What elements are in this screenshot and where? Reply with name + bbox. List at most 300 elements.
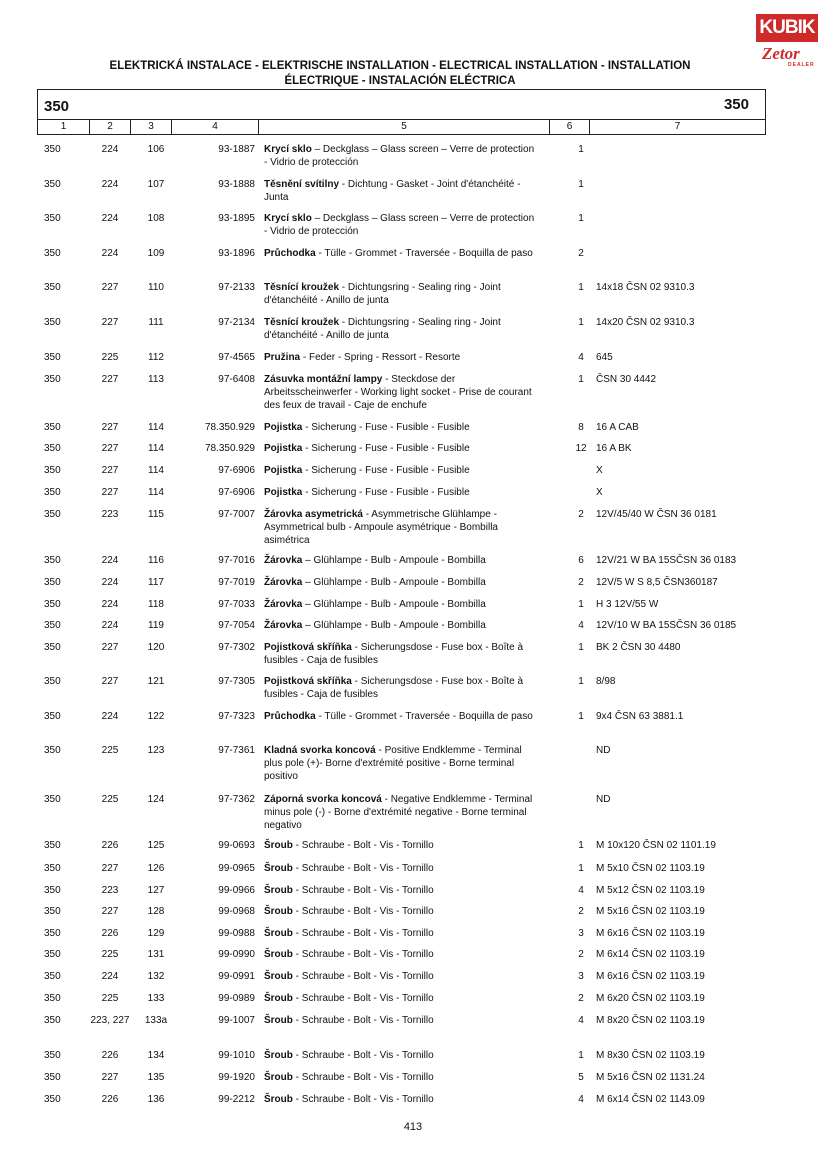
part-translations: - Schraube - Bolt - Vis - Tornillo — [292, 906, 434, 917]
part-number-cell: 97-4565 — [218, 352, 255, 363]
group-cell: 350 — [44, 906, 61, 917]
description-cell — [264, 905, 539, 918]
part-translations: - Schraube - Bolt - Vis - Tornillo — [292, 928, 434, 939]
description-cell — [264, 247, 539, 260]
group-cell: 350 — [44, 840, 61, 851]
group-cell: 350 — [44, 863, 61, 874]
group-cell: 350 — [44, 928, 61, 939]
group-cell: 350 — [44, 993, 61, 1004]
description-cell — [264, 351, 539, 364]
column-header-3: 3 — [131, 120, 172, 134]
part-translations: – Glühlampe - Bulb - Ampoule - Bombilla — [302, 577, 486, 588]
part-number-cell: 93-1896 — [218, 248, 255, 259]
part-number-cell: 99-0693 — [218, 840, 255, 851]
part-translations: - Sicherung - Fuse - Fusible - Fusible — [302, 487, 470, 498]
part-name: Pružina — [264, 352, 301, 363]
group-cell: 350 — [44, 555, 61, 566]
part-name: Těsnící kroužek — [264, 317, 340, 328]
note-cell: 16 A BK — [596, 443, 632, 454]
part-translations: - Steckdose der Arbeitsscheinwerfer - Working light socket - Prise de courant des feux de travail - Caje de enchufe — [264, 374, 532, 411]
figure-cell: 227 — [101, 642, 119, 653]
note-cell: 12V/10 W BA 15SČSN 36 0185 — [596, 620, 737, 631]
figure-cell: 227 — [101, 1072, 119, 1083]
part-number-cell: 99-0988 — [218, 928, 255, 939]
group-cell: 350 — [44, 317, 61, 328]
part-name: Šroub — [264, 885, 293, 896]
note-cell: M 8x20 ČSN 02 1103.19 — [596, 1015, 705, 1026]
note-cell: 9x4 ČSN 63 3881.1 — [596, 711, 684, 722]
group-cell: 350 — [44, 282, 61, 293]
figure-cell: 226 — [101, 928, 119, 939]
part-name: Šroub — [264, 971, 293, 982]
logo-dealer: DEALER — [788, 62, 815, 68]
part-translations: - Schraube - Bolt - Vis - Tornillo — [292, 1072, 434, 1083]
group-cell: 350 — [44, 144, 61, 155]
description-cell — [264, 992, 539, 1005]
note-cell: 12V/45/40 W ČSN 36 0181 — [596, 509, 717, 520]
group-cell: 350 — [44, 374, 61, 385]
position-cell: 126 — [147, 863, 165, 874]
quantity-cell: 6 — [578, 555, 584, 566]
part-translations: - Schraube - Bolt - Vis - Tornillo — [292, 1015, 434, 1026]
description-cell — [264, 421, 539, 434]
column-header-1: 1 — [38, 120, 90, 134]
part-number-cell: 99-0966 — [218, 885, 255, 896]
description-cell — [264, 373, 539, 412]
position-cell: 129 — [147, 928, 165, 939]
note-cell: M 5x12 ČSN 02 1103.19 — [596, 885, 705, 896]
note-cell: 16 A CAB — [596, 422, 639, 433]
figure-cell: 227 — [101, 317, 119, 328]
quantity-cell: 4 — [578, 1015, 584, 1026]
note-cell: M 5x16 ČSN 02 1103.19 — [596, 906, 705, 917]
quantity-cell: 4 — [578, 1094, 584, 1105]
description-cell — [264, 508, 539, 547]
quantity-cell: 2 — [578, 993, 584, 1004]
quantity-cell: 1 — [578, 642, 584, 653]
part-translations: – Deckglass – Glass screen – Verre de protection - Vidrio de protección — [264, 213, 535, 237]
part-number-cell: 97-7033 — [218, 599, 255, 610]
position-cell: 117 — [148, 577, 164, 588]
figure-cell: 226 — [101, 1050, 119, 1061]
group-cell: 350 — [44, 179, 61, 190]
quantity-cell: 5 — [578, 1072, 584, 1083]
group-cell: 350 — [44, 1094, 61, 1105]
position-cell: 110 — [148, 282, 164, 293]
position-cell: 114 — [148, 465, 164, 476]
quantity-cell: 8 — [578, 422, 584, 433]
note-cell: 14x18 ČSN 02 9310.3 — [596, 282, 695, 293]
part-number-cell: 97-6906 — [218, 487, 255, 498]
figure-cell: 225 — [101, 949, 119, 960]
group-header — [37, 89, 766, 119]
note-cell: M 6x20 ČSN 02 1103.19 — [596, 993, 705, 1004]
part-name: Šroub — [264, 928, 293, 939]
position-cell: 121 — [147, 676, 165, 687]
group-cell: 350 — [44, 949, 61, 960]
description-cell — [264, 598, 539, 611]
description-cell — [264, 143, 539, 169]
position-cell: 120 — [147, 642, 165, 653]
note-cell: M 6x14 ČSN 02 1143.09 — [596, 1094, 705, 1105]
figure-cell: 224 — [101, 620, 119, 631]
group-cell: 350 — [44, 1072, 61, 1083]
figure-cell: 224 — [101, 577, 119, 588]
part-number-cell: 99-0991 — [218, 971, 255, 982]
group-cell: 350 — [44, 1050, 61, 1061]
figure-cell: 223 — [101, 885, 119, 896]
note-cell: M 10x120 ČSN 02 1101.19 — [596, 840, 716, 851]
description-cell — [264, 1071, 539, 1084]
part-translations: - Schraube - Bolt - Vis - Tornillo — [292, 885, 434, 896]
description-cell — [264, 970, 539, 983]
note-cell: M 6x16 ČSN 02 1103.19 — [596, 928, 705, 939]
quantity-cell: 2 — [578, 248, 584, 259]
group-cell: 350 — [44, 1015, 61, 1026]
position-cell: 132 — [147, 971, 165, 982]
part-number-cell: 97-7016 — [218, 555, 255, 566]
part-number-cell: 93-1888 — [218, 179, 255, 190]
part-translations: - Sicherung - Fuse - Fusible - Fusible — [302, 443, 470, 454]
part-number-cell: 99-0989 — [218, 993, 255, 1004]
page-title-line-1: ELEKTRICKÁ INSTALACE - ELEKTRISCHE INSTALLATION - ELECTRICAL INSTALLATION - INSTALLATION — [109, 60, 691, 72]
figure-cell: 227 — [101, 374, 119, 385]
figure-cell: 227 — [101, 676, 119, 687]
group-cell: 350 — [44, 642, 61, 653]
part-name: Těsnění svítilny — [264, 179, 340, 190]
quantity-cell: 1 — [578, 711, 584, 722]
part-translations: - Feder - Spring - Ressort - Resorte — [300, 352, 461, 363]
quantity-cell: 3 — [578, 928, 584, 939]
group-cell: 350 — [44, 465, 61, 476]
quantity-cell: 4 — [578, 885, 584, 896]
position-cell: 116 — [148, 555, 164, 566]
position-cell: 134 — [147, 1050, 165, 1061]
part-translations: – Glühlampe - Bulb - Ampoule - Bombilla — [302, 555, 486, 566]
note-cell: 14x20 ČSN 02 9310.3 — [596, 317, 695, 328]
part-name: Pojistka — [264, 465, 303, 476]
figure-cell: 223 — [101, 509, 119, 520]
part-number-cell: 97-6906 — [218, 465, 255, 476]
note-cell: M 6x16 ČSN 02 1103.19 — [596, 971, 705, 982]
description-cell — [264, 927, 539, 940]
part-number-cell: 78.350.929 — [204, 422, 255, 433]
position-cell: 106 — [147, 144, 165, 155]
group-cell: 350 — [44, 422, 61, 433]
group-cell: 350 — [44, 676, 61, 687]
part-name: Kladná svorka koncová — [264, 745, 376, 756]
part-name: Pojistka — [264, 487, 303, 498]
part-translations: - Schraube - Bolt - Vis - Tornillo — [292, 949, 434, 960]
quantity-cell: 12 — [575, 443, 587, 454]
note-cell: M 8x30 ČSN 02 1103.19 — [596, 1050, 705, 1061]
note-cell: 8/98 — [596, 676, 616, 687]
part-number-cell: 99-1920 — [218, 1072, 255, 1083]
part-name: Průchodka — [264, 248, 316, 259]
note-cell: M 5x10 ČSN 02 1103.19 — [596, 863, 705, 874]
group-cell: 350 — [44, 509, 61, 520]
description-cell — [264, 1049, 539, 1062]
quantity-cell: 2 — [578, 906, 584, 917]
part-number-cell: 97-7361 — [218, 745, 255, 756]
figure-cell: 224 — [101, 248, 119, 259]
quantity-cell: 1 — [578, 213, 584, 224]
part-translations: - Dichtungsring - Sealing ring - Joint d'étanchéité - Anillo de junta — [264, 317, 501, 341]
description-cell — [264, 744, 539, 783]
part-name: Zásuvka montážní lampy — [264, 374, 383, 385]
group-cell: 350 — [44, 248, 61, 259]
note-cell: 12V/5 W S 8,5 ČSN360187 — [596, 577, 718, 588]
figure-cell: 224 — [101, 711, 119, 722]
group-cell: 350 — [44, 352, 61, 363]
description-cell — [264, 793, 539, 832]
position-cell: 114 — [148, 443, 164, 454]
quantity-cell: 1 — [578, 179, 584, 190]
position-cell: 113 — [148, 374, 164, 385]
part-name: Šroub — [264, 1072, 293, 1083]
description-cell — [264, 464, 539, 477]
description-cell — [264, 948, 539, 961]
description-cell — [264, 442, 539, 455]
part-name: Krycí sklo — [264, 213, 312, 224]
column-header-4: 4 — [172, 120, 259, 134]
description-cell — [264, 576, 539, 589]
position-cell: 109 — [147, 248, 165, 259]
figure-cell: 227 — [101, 282, 119, 293]
part-translations: - Dichtung - Gasket - Joint d'étanchéité - Junta — [264, 179, 521, 203]
quantity-cell: 1 — [578, 144, 584, 155]
figure-cell: 225 — [101, 352, 119, 363]
description-cell — [264, 212, 539, 238]
description-cell — [264, 710, 539, 723]
part-number-cell: 93-1895 — [218, 213, 255, 224]
description-cell — [264, 316, 539, 342]
part-translations: - Schraube - Bolt - Vis - Tornillo — [292, 1050, 434, 1061]
part-translations: - Positive Endklemme - Terminal plus pole (+)- Borne d'extrémité positive - Borne terminal positivo — [264, 745, 522, 782]
part-name: Žárovka — [264, 577, 303, 588]
note-cell: X — [596, 487, 603, 498]
part-name: Žárovka — [264, 555, 303, 566]
group-cell: 350 — [44, 711, 61, 722]
part-number-cell: 99-0990 — [218, 949, 255, 960]
part-number-cell: 93-1887 — [218, 144, 255, 155]
part-name: Těsnící kroužek — [264, 282, 340, 293]
group-cell: 350 — [44, 620, 61, 631]
part-translations: - Schraube - Bolt - Vis - Tornillo — [292, 863, 434, 874]
position-cell: 112 — [148, 352, 164, 363]
part-number-cell: 99-2212 — [218, 1094, 255, 1105]
figure-cell: 225 — [101, 794, 119, 805]
note-cell: ND — [596, 745, 611, 756]
part-name: Průchodka — [264, 711, 316, 722]
description-cell — [264, 554, 539, 567]
description-cell — [264, 641, 539, 667]
position-cell: 122 — [147, 711, 165, 722]
part-translations: - Schraube - Bolt - Vis - Tornillo — [292, 840, 434, 851]
quantity-cell: 1 — [578, 1050, 584, 1061]
group-cell: 350 — [44, 971, 61, 982]
part-translations: - Tülle - Grommet - Traversée - Boquilla de paso — [315, 711, 533, 722]
part-name: Šroub — [264, 840, 293, 851]
position-cell: 133a — [144, 1015, 168, 1026]
part-name: Žárovka asymetrická — [264, 509, 363, 520]
description-cell — [264, 619, 539, 632]
part-number-cell: 97-7305 — [218, 676, 255, 687]
part-name: Záporná svorka koncová — [264, 794, 382, 805]
note-cell: ČSN 30 4442 — [596, 374, 657, 385]
part-translations: - Dichtungsring - Sealing ring - Joint d'étanchéité - Anillo de junta — [264, 282, 501, 306]
part-translations: - Schraube - Bolt - Vis - Tornillo — [292, 1094, 434, 1105]
description-cell — [264, 839, 539, 852]
figure-cell: 227 — [101, 487, 119, 498]
column-header-6: 6 — [550, 120, 590, 134]
position-cell: 136 — [147, 1094, 165, 1105]
part-name: Šroub — [264, 1015, 293, 1026]
group-cell: 350 — [44, 794, 61, 805]
position-cell: 108 — [147, 213, 165, 224]
part-name: Pojistková skříňka — [264, 642, 352, 653]
kubik-zetor-logo — [756, 14, 818, 70]
group-cell: 350 — [44, 487, 61, 498]
figure-cell: 225 — [101, 745, 119, 756]
note-cell: 12V/21 W BA 15SČSN 36 0183 — [596, 555, 737, 566]
quantity-cell: 1 — [578, 863, 584, 874]
part-number-cell: 99-1007 — [218, 1015, 255, 1026]
position-cell: 123 — [147, 745, 165, 756]
quantity-cell: 1 — [578, 317, 584, 328]
figure-cell: 224 — [101, 971, 119, 982]
quantity-cell: 1 — [578, 374, 584, 385]
position-cell: 111 — [148, 317, 164, 328]
part-name: Šroub — [264, 906, 293, 917]
column-header-row — [37, 119, 766, 135]
description-cell — [264, 1014, 539, 1027]
figure-cell: 225 — [101, 993, 119, 1004]
part-translations: – Glühlampe - Bulb - Ampoule - Bombilla — [302, 599, 486, 610]
figure-cell: 227 — [101, 906, 119, 917]
part-name: Pojistka — [264, 422, 303, 433]
part-name: Šroub — [264, 863, 293, 874]
note-cell: H 3 12V/55 W — [596, 599, 659, 610]
position-cell: 115 — [148, 509, 164, 520]
group-cell: 350 — [44, 213, 61, 224]
note-cell: 645 — [596, 352, 613, 363]
part-translations: – Glühlampe - Bulb - Ampoule - Bombilla — [302, 620, 486, 631]
figure-cell: 224 — [101, 213, 119, 224]
figure-cell: 223, 227 — [90, 1015, 130, 1026]
logo-zetor: Zetor — [762, 44, 800, 63]
group-cell: 350 — [44, 745, 61, 756]
position-cell: 114 — [148, 487, 164, 498]
part-translations: – Deckglass – Glass screen – Verre de protection - Vidrio de protección — [264, 144, 535, 168]
position-cell: 107 — [147, 179, 165, 190]
part-translations: - Tülle - Grommet - Traversée - Boquilla de paso — [315, 248, 533, 259]
note-cell: M 5x16 ČSN 02 1131.24 — [596, 1072, 705, 1083]
description-cell — [264, 486, 539, 499]
part-translations: - Sicherungsdose - Fuse box - Boîte à fusibles - Caja de fusibles — [264, 676, 524, 700]
group-cell: 350 — [44, 443, 61, 454]
page-title-line-2: ÉLECTRIQUE - INSTALACIÓN ELÉCTRICA — [284, 75, 516, 87]
part-number-cell: 78.350.929 — [204, 443, 255, 454]
quantity-cell: 1 — [578, 840, 584, 851]
column-header-2: 2 — [90, 120, 131, 134]
group-cell: 350 — [44, 577, 61, 588]
position-cell: 119 — [148, 620, 164, 631]
figure-cell: 226 — [101, 1094, 119, 1105]
quantity-cell: 4 — [578, 620, 584, 631]
page-number: 413 — [403, 1121, 423, 1133]
part-name: Krycí sklo — [264, 144, 312, 155]
figure-cell: 224 — [101, 599, 119, 610]
position-cell: 135 — [147, 1072, 165, 1083]
position-cell: 133 — [147, 993, 165, 1004]
figure-cell: 226 — [101, 840, 119, 851]
position-cell: 125 — [147, 840, 165, 851]
part-number-cell: 97-7323 — [218, 711, 255, 722]
part-number-cell: 97-7362 — [218, 794, 255, 805]
quantity-cell: 1 — [578, 676, 584, 687]
note-cell: X — [596, 465, 603, 476]
position-cell: 124 — [147, 794, 165, 805]
part-number-cell: 97-2134 — [218, 317, 255, 328]
figure-cell: 224 — [101, 179, 119, 190]
description-cell — [264, 1093, 539, 1106]
part-name: Žárovka — [264, 620, 303, 631]
part-number-cell: 97-7302 — [218, 642, 255, 653]
group-number-left: 350 — [44, 98, 70, 115]
figure-cell: 227 — [101, 465, 119, 476]
group-cell: 350 — [44, 885, 61, 896]
note-cell: ND — [596, 794, 611, 805]
part-translations: - Sicherung - Fuse - Fusible - Fusible — [302, 422, 470, 433]
part-translations: - Asymmetrische Glühlampe - Asymmetrical bulb - Ampoule asymétrique - Bombilla asimétrica — [264, 509, 498, 546]
position-cell: 127 — [147, 885, 165, 896]
group-number-right: 350 — [723, 96, 749, 113]
note-cell: BK 2 ČSN 30 4480 — [596, 642, 681, 653]
part-name: Šroub — [264, 949, 293, 960]
part-number-cell: 97-7054 — [218, 620, 255, 631]
part-translations: - Sicherungsdose - Fuse box - Boîte à fusibles - Caja de fusibles — [264, 642, 524, 666]
figure-cell: 227 — [101, 422, 119, 433]
column-header-5: 5 — [259, 120, 550, 134]
position-cell: 114 — [148, 422, 164, 433]
part-number-cell: 97-7007 — [218, 509, 255, 520]
figure-cell: 224 — [101, 144, 119, 155]
group-cell: 350 — [44, 599, 61, 610]
part-name: Šroub — [264, 1094, 293, 1105]
description-cell — [264, 281, 539, 307]
part-name: Šroub — [264, 993, 293, 1004]
position-cell: 118 — [148, 599, 164, 610]
part-translations: - Schraube - Bolt - Vis - Tornillo — [292, 993, 434, 1004]
description-cell — [264, 675, 539, 701]
part-name: Pojistková skříňka — [264, 676, 352, 687]
note-cell: M 6x14 ČSN 02 1103.19 — [596, 949, 705, 960]
part-translations: - Negative Endklemme - Terminal minus pole (-) - Borne d'extrémité negative - Borne terminal negativo — [264, 794, 533, 831]
quantity-cell: 2 — [578, 577, 584, 588]
part-name: Žárovka — [264, 599, 303, 610]
logo-brand: KUBIK — [759, 17, 815, 38]
part-number-cell: 97-7019 — [218, 577, 255, 588]
part-translations: - Sicherung - Fuse - Fusible - Fusible — [302, 465, 470, 476]
part-number-cell: 99-0965 — [218, 863, 255, 874]
quantity-cell: 1 — [578, 282, 584, 293]
part-number-cell: 97-2133 — [218, 282, 255, 293]
part-number-cell: 99-0968 — [218, 906, 255, 917]
part-name: Šroub — [264, 1050, 293, 1061]
part-number-cell: 97-6408 — [218, 374, 255, 385]
column-header-7: 7 — [674, 121, 681, 132]
